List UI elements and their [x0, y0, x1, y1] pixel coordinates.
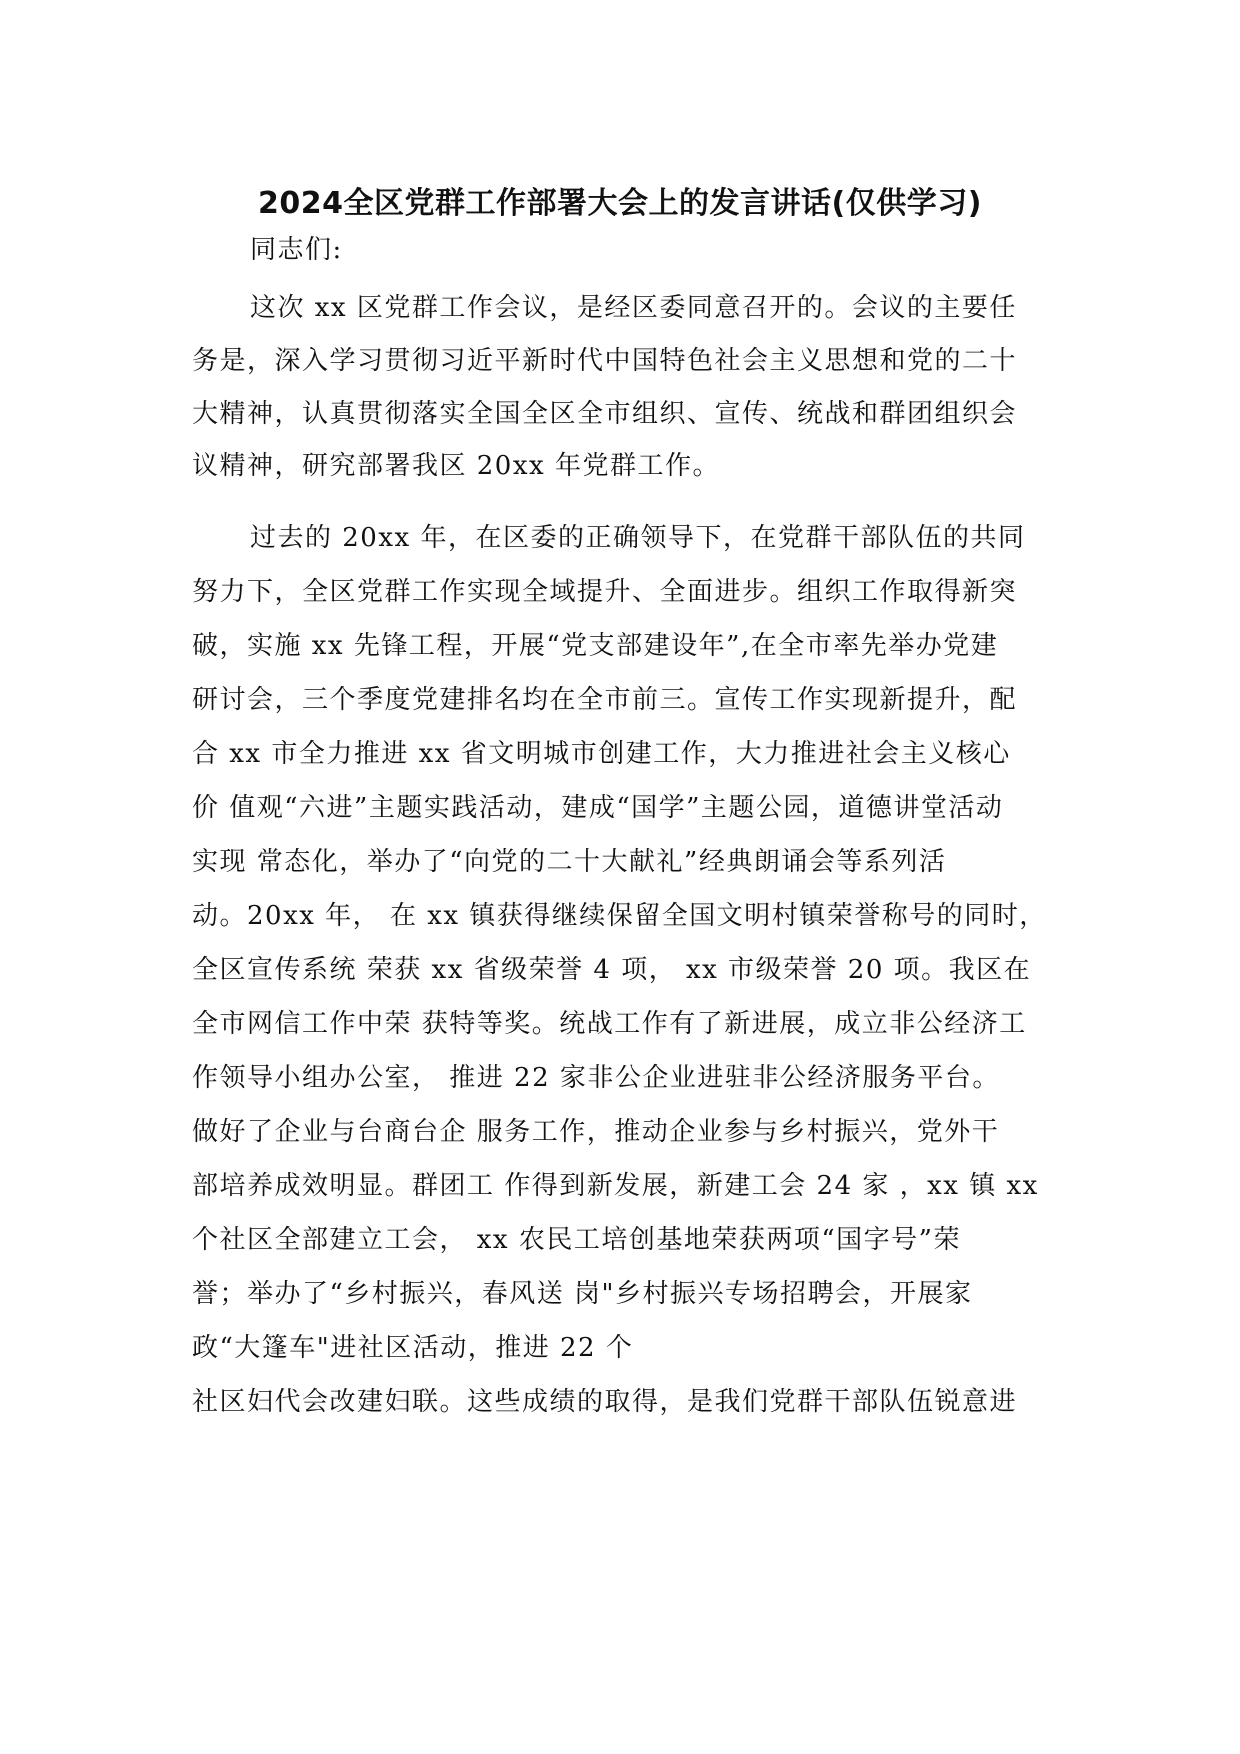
text-line: 务是，深入学习贯彻习近平新时代中国特色社会主义思想和党的二十: [192, 346, 1018, 376]
text-line: 全市网信工作中荣 获特等奖。统战工作有了新进展，成立非公经济工: [192, 1009, 1027, 1039]
text-line: 研讨会，三个季度党建排名均在全市前三。宣传工作实现新提升，配: [192, 685, 1018, 715]
text-line: 努力下，全区党群工作实现全域提升、全面进步。组织工作取得新突: [192, 577, 1018, 607]
text-line: 做好了企业与台商台企 服务工作，推动企业参与乡村振兴，党外干: [192, 1117, 1000, 1147]
text-line: 誉；举办了“乡村振兴，春风送 岗"乡村振兴专场招聘会，开展家: [192, 1279, 973, 1309]
text-line: 合 xx 市全力推进 xx 省文明城市创建工作，大力推进社会主义核心: [192, 739, 1011, 769]
text-line: 这次 xx 区党群工作会议，是经区委同意召开的。会议的主要任: [250, 293, 1017, 323]
text-line: 实现 常态化，举办了“向党的二十大献礼”经典朗诵会等系列活: [192, 847, 947, 877]
text-line: 价 值观“六进”主题实践活动，建成“国学”主题公园，道德讲堂活动: [192, 793, 1004, 823]
text-line: 部培养成效明显。群团工 作得到新发展，新建工会 24 家 ，xx 镇 xx: [192, 1171, 1039, 1201]
salutation: 同志们:: [250, 235, 343, 265]
text-line: 个社区全部建立工会， xx 农民工培创基地荣获两项“国字号”荣: [192, 1225, 961, 1255]
text-line: 大精神，认真贯彻落实全国全区全市组织、宣传、统战和群团组织会: [192, 399, 1018, 429]
text-line: 全区宣传系统 荣获 xx 省级荣誉 4 项， xx 市级荣誉 20 项。我区在: [192, 955, 1032, 985]
text-line: 作领导小组办公室， 推进 22 家非公企业进驻非公经济服务平台。: [192, 1063, 1000, 1093]
text-line: 动。20xx 年， 在 xx 镇获得继续保留全国文明村镇荣誉称号的同时，: [192, 901, 1047, 931]
text-line: 政“大篷车"进社区活动，推进 22 个: [192, 1333, 634, 1363]
text-line: 社区妇代会改建妇联。这些成绩的取得，是我们党群干部队伍锐意进: [192, 1387, 1018, 1417]
text-line: 破，实施 xx 先锋工程，开展“党支部建设年”,在全市率先举办党建: [192, 631, 999, 661]
text-line: 议精神，研究部署我区 20xx 年党群工作。: [192, 451, 720, 481]
document-title: 2024全区党群工作部署大会上的发言讲话(仅供学习): [258, 186, 982, 221]
text-line: 过去的 20xx 年，在区委的正确领导下，在党群干部队伍的共同: [250, 523, 1026, 553]
